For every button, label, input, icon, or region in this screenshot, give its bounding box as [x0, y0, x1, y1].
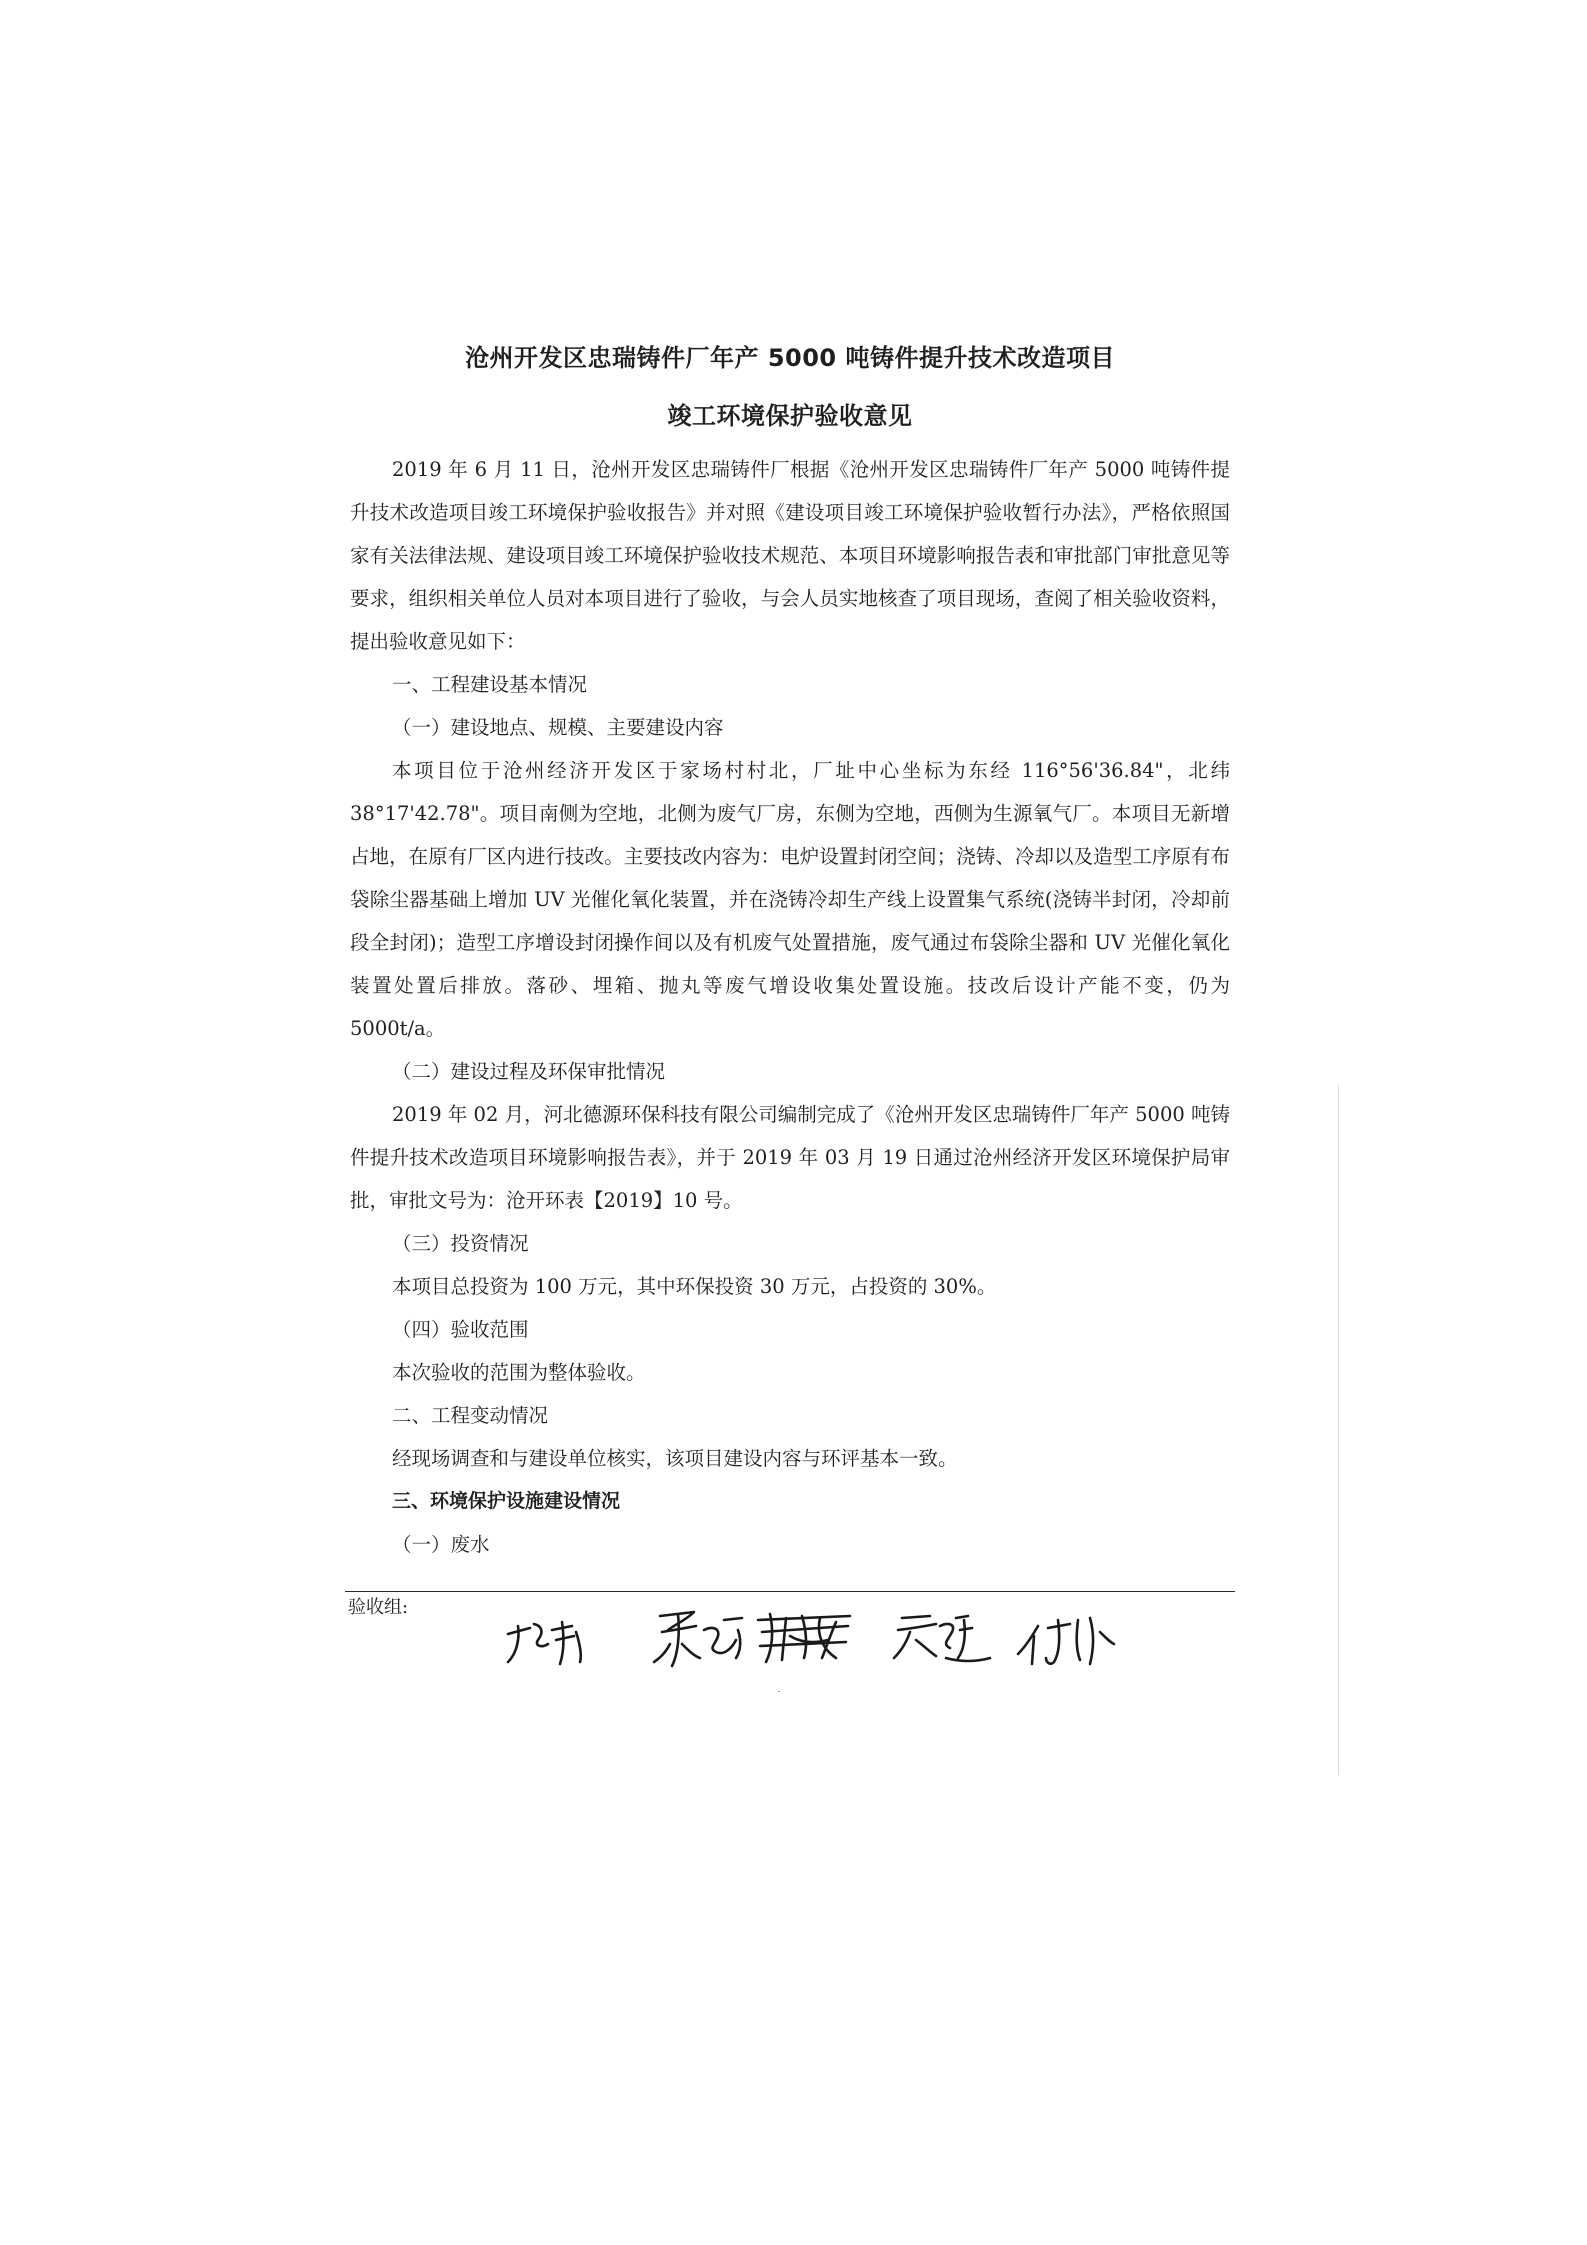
footer-divider — [345, 1591, 1235, 1592]
scan-speck — [778, 1691, 780, 1692]
signature-5 — [1018, 1618, 1114, 1664]
section-heading-3: 三、环境保护设施建设情况 — [392, 1490, 621, 1512]
signature-2 — [654, 1612, 742, 1666]
acceptance-group-label: 验收组: — [348, 1597, 409, 1618]
subsection-heading-1: （一）建设地点、规模、主要建设内容 — [392, 716, 724, 739]
document-body — [350, 448, 1230, 1566]
section-heading-1: 一、工程建设基本情况 — [392, 673, 588, 696]
document-title-line2: 竣工环境保护验收意见 — [667, 402, 913, 430]
subsection-heading-3: （三）投资情况 — [392, 1232, 529, 1255]
changes-paragraph: 经现场调查和与建设单位核实，该项目建设内容与环评基本一致。 — [392, 1447, 958, 1470]
subsection-heading-5: （一）废水 — [392, 1533, 490, 1556]
approval-paragraph: 2019 年 02 月，河北德源环保科技有限公司编制完成了《沧州开发区忠瑞铸件厂年产 5000 吨铸件提升技术改造项目环境影响报告表》，并于 2019 年 03 月 19 日通过沧州经济开发区环境保护局审批，审批文号为：沧开环表【2019】10 号。 — [350, 1103, 1230, 1212]
handwritten-signatures — [490, 1596, 1190, 1676]
document-title-line1: 沧州开发区忠瑞铸件厂年产 5000 吨铸件提升技术改造项目 — [464, 344, 1115, 372]
location-paragraph: 本项目位于沧州经济开发区于家场村村北，厂址中心坐标为东经 116°56'36.84"，北纬 38°17'42.78"。项目南侧为空地，北侧为废气厂房，东侧为空地，西侧为生源氧气厂。本项目无新增占地，在原有厂区内进行技改。主要技改内容为：电炉设置封闭空间；浇铸、冷却以及造型工序原有布袋除尘器基础上增加 UV 光催化氧化装置，并在浇铸冷却生产线上设置集气系统(浇铸半封闭，冷却前段全封闭)；造型工序增设封闭操作间以及有机废气处置措施，废气通过布袋除尘器和 UV 光催化氧化装置处置后排放。落砂、埋箱、抛丸等废气增设收集处置设施。技改后设计产能不变，仍为 5000t/a。 — [350, 759, 1230, 1040]
subsection-heading-2: （二）建设过程及环保审批情况 — [392, 1060, 666, 1083]
signature-4 — [894, 1616, 990, 1661]
document-page — [350, 320, 1230, 1566]
signature-1 — [508, 1622, 581, 1664]
intro-paragraph: 2019 年 6 月 11 日，沧州开发区忠瑞铸件厂根据《沧州开发区忠瑞铸件厂年产 5000 吨铸件提升技术改造项目竣工环境保护验收报告》并对照《建设项目竣工环境保护验收暂行办法》，严格依照国家有关法律法规、建设项目竣工环境保护验收技术规范、本项目环境影响报告表和审批部门审批意见等要求，组织相关单位人员对本项目进行了验收，与会人员实地核查了项目现场，查阅了相关验收资料，提出验收意见如下： — [350, 458, 1230, 653]
subsection-heading-4: （四）验收范围 — [392, 1318, 529, 1341]
signature-3 — [758, 1614, 850, 1662]
scan-edge-line — [1338, 1085, 1339, 1775]
investment-paragraph: 本项目总投资为 100 万元，其中环保投资 30 万元，占投资的 30%。 — [392, 1275, 997, 1298]
section-heading-2: 二、工程变动情况 — [392, 1404, 549, 1427]
scope-paragraph: 本次验收的范围为整体验收。 — [392, 1361, 646, 1384]
